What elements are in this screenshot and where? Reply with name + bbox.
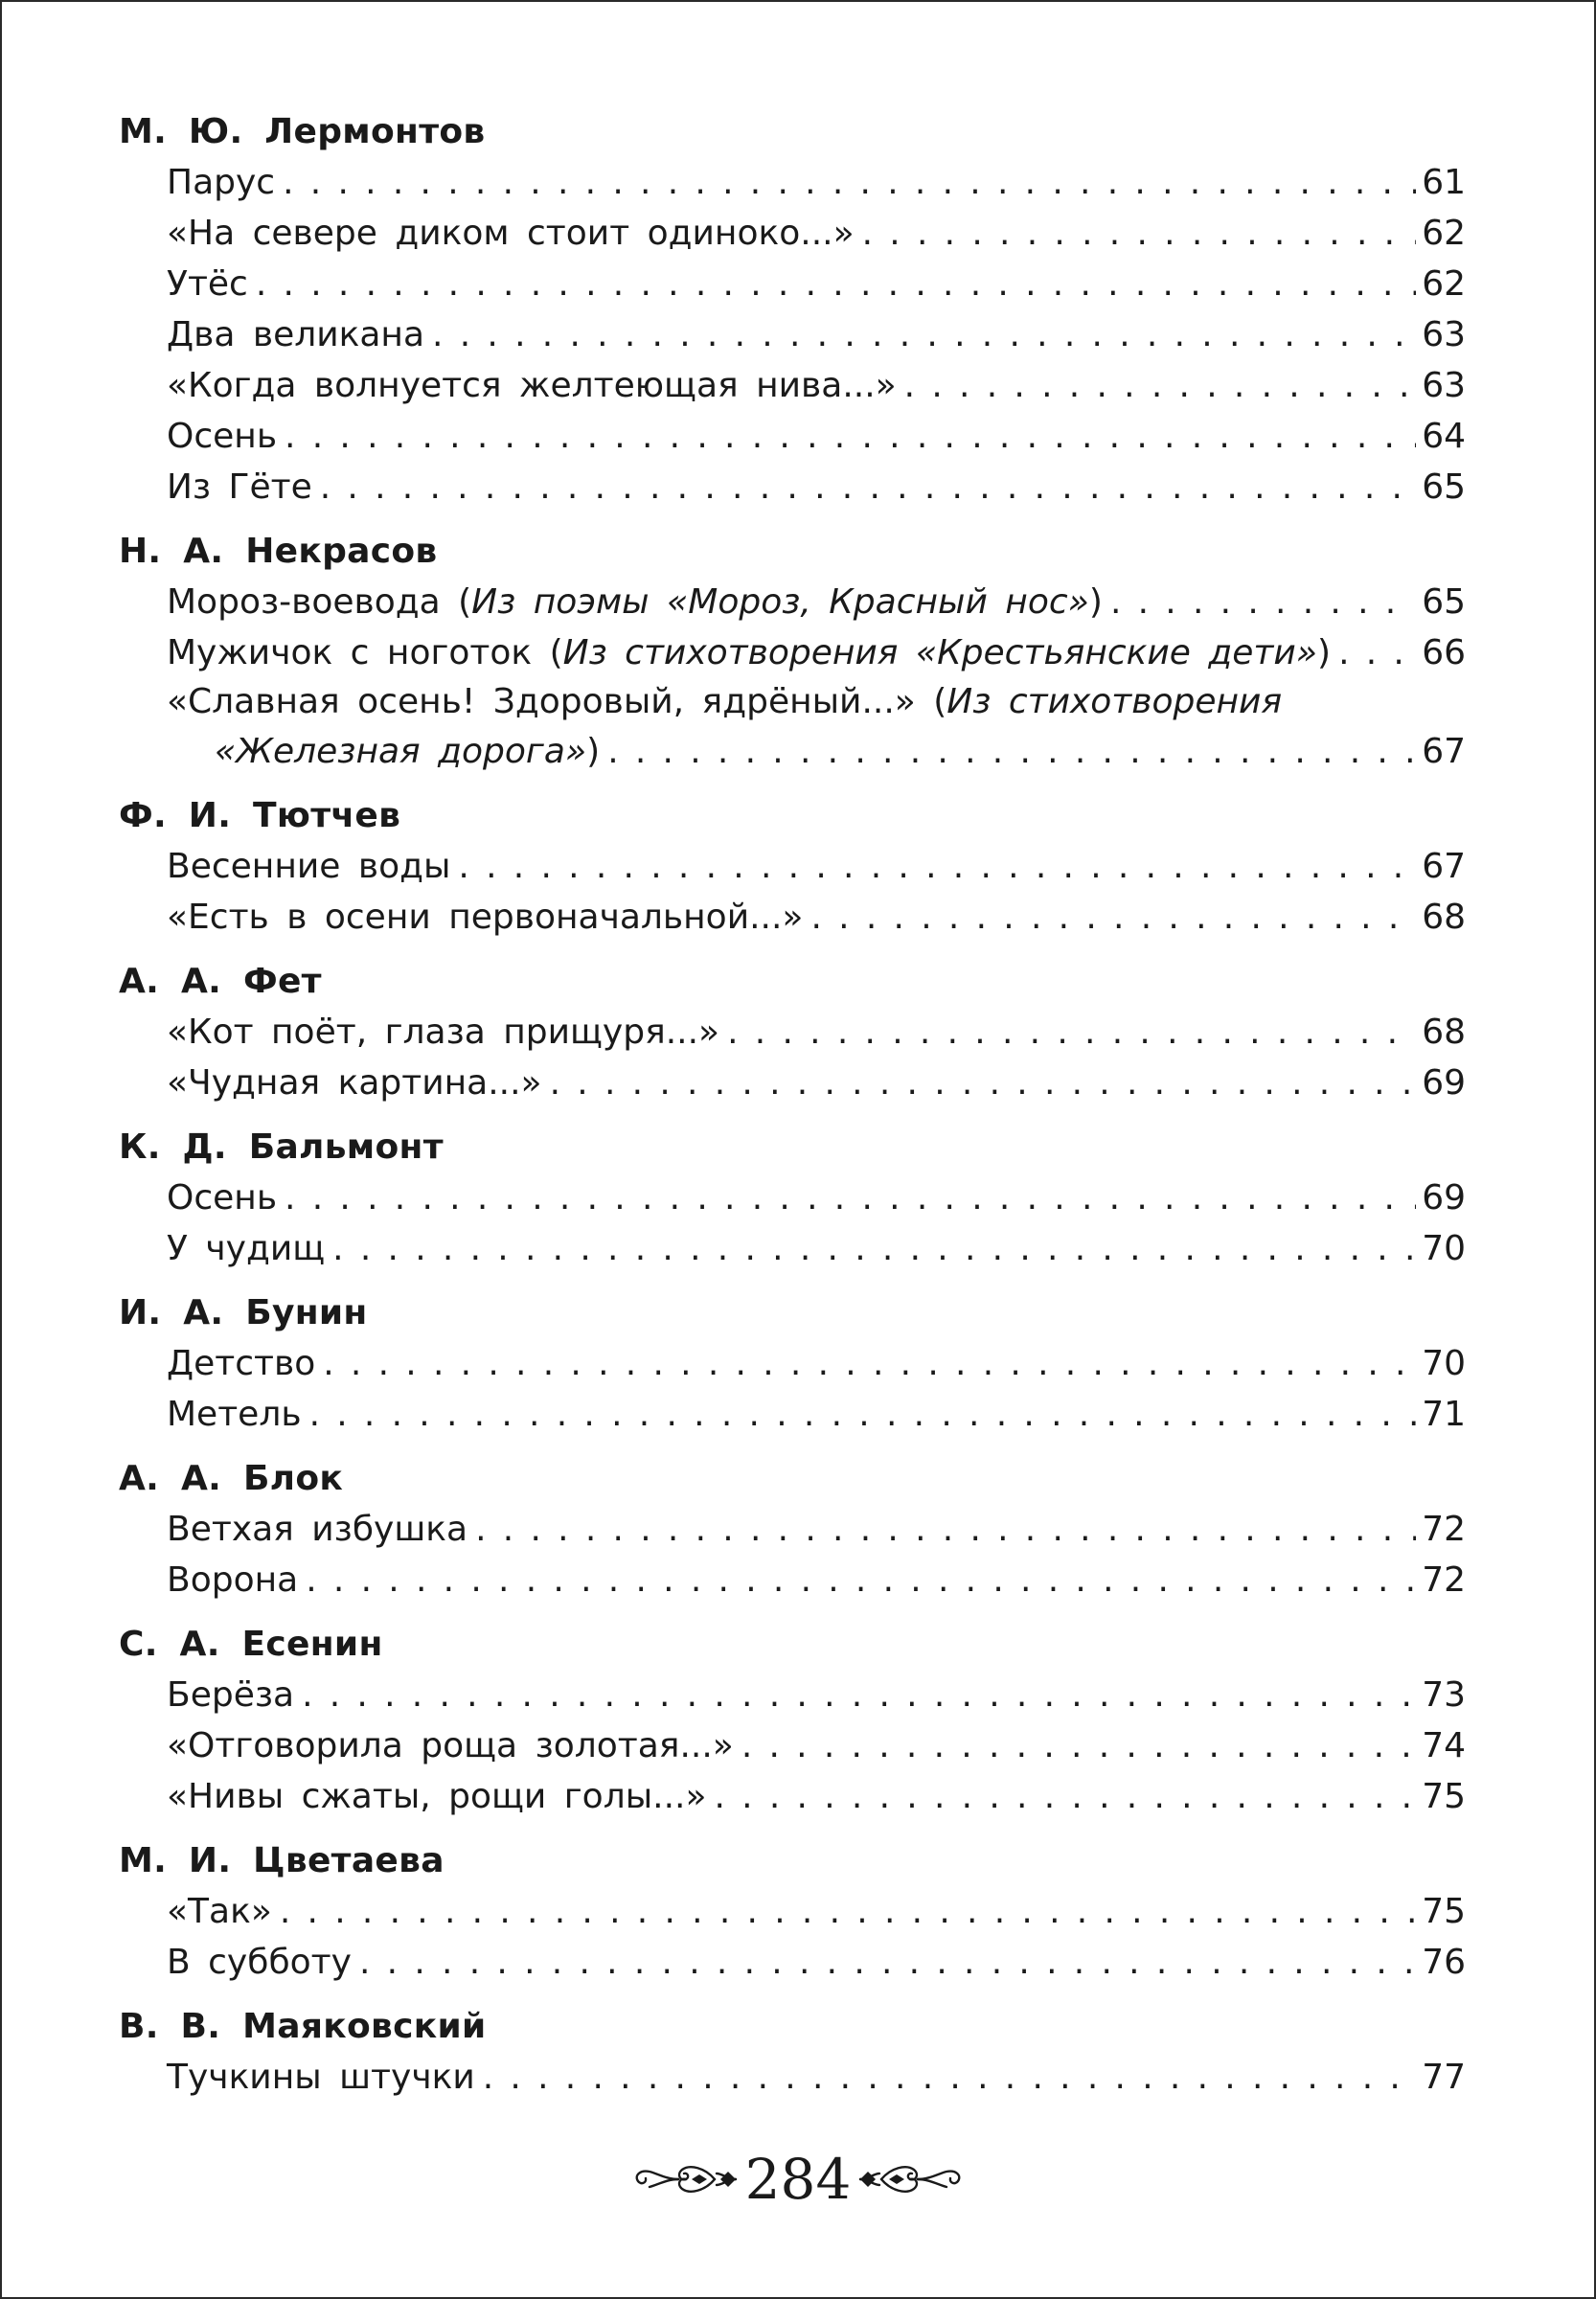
entry-page-number: 62 [1422, 264, 1466, 304]
entry-page-number: 72 [1422, 1510, 1466, 1549]
entry-line [167, 157, 1466, 208]
entry-title: Из Гёте [167, 467, 312, 507]
toc-entry [167, 259, 1466, 309]
table-of-contents [119, 107, 1466, 2103]
entry-title: «На севере диком стоит одиноко...» [167, 214, 855, 253]
entry-source-continued: «Железная дорога» [215, 732, 587, 771]
entry-page-number: 70 [1422, 1344, 1466, 1383]
toc-entry [167, 1007, 1466, 1058]
entry-page-number: 62 [1422, 214, 1466, 253]
entry-closing: ) [1317, 633, 1332, 672]
entry-title: Тучкины штучки [167, 2058, 475, 2097]
toc-entry [167, 1720, 1466, 1771]
dot-leader [904, 360, 1417, 411]
entry-source: Из поэмы «Мороз, Красный нос» [471, 582, 1089, 622]
author-heading: И. А. Бунин [119, 1293, 368, 1332]
toc-entry [167, 462, 1466, 512]
entry-title: «Нивы сжаты, рощи голы...» [167, 1777, 707, 1816]
entry-line [167, 411, 1466, 462]
toc-entry [167, 1670, 1466, 1720]
dot-leader [280, 1886, 1416, 1937]
entry-title: Мороз-воевода ( [167, 582, 472, 622]
toc-entry [167, 577, 1466, 627]
author-heading: С. А. Есенин [119, 1625, 383, 1664]
toc-entry [167, 1555, 1466, 1605]
dot-leader [285, 411, 1416, 462]
dot-leader [1338, 627, 1416, 678]
entry-title: «Чудная картина...» [167, 1063, 542, 1103]
toc-entry [167, 1223, 1466, 1274]
entry-page-number: 63 [1422, 315, 1466, 354]
entry-line [167, 1720, 1466, 1771]
entry-title: У чудищ [167, 1229, 326, 1268]
entry-title: Осень [167, 1178, 278, 1218]
entry-title: «Отговорила роща золотая...» [167, 1726, 734, 1765]
entry-title: Утёс [167, 264, 248, 304]
entry-page-number: 76 [1422, 1943, 1466, 1982]
entry-line [167, 627, 1466, 678]
toc-entry [167, 411, 1466, 462]
entry-line [167, 1504, 1466, 1555]
toc-entry [167, 1389, 1466, 1440]
entry-line [167, 2052, 1466, 2103]
toc-entry [167, 2052, 1466, 2103]
author-heading: М. И. Цветаева [119, 1841, 445, 1880]
entry-page-number: 67 [1422, 847, 1466, 886]
dot-leader [862, 208, 1417, 259]
dot-leader [715, 1771, 1417, 1822]
entry-page-number: 72 [1422, 1560, 1466, 1600]
entry-page-number: 69 [1422, 1063, 1466, 1103]
entry-closing: ) [1088, 582, 1103, 622]
entry-closing: ) [586, 732, 601, 771]
entry-source: Из стихотворения [946, 682, 1283, 721]
entry-line [167, 360, 1466, 411]
dot-leader [306, 1555, 1416, 1605]
entry-title: «Так» [167, 1892, 272, 1931]
entry-title: Парус [167, 163, 276, 202]
author-heading: Ф. И. Тютчев [119, 796, 401, 835]
entry-page-number: 67 [1422, 732, 1466, 771]
entry-title: Осень [167, 417, 278, 456]
entry-line [167, 1886, 1466, 1937]
toc-entry [167, 1504, 1466, 1555]
toc-entry [167, 157, 1466, 208]
entry-continuation-line [167, 726, 1466, 777]
entry-title: «Есть в осени первоначальной...» [167, 898, 804, 937]
toc-entry [167, 1886, 1466, 1937]
dot-leader [332, 1223, 1416, 1274]
page-footer [0, 2136, 1596, 2222]
dot-leader [741, 1720, 1416, 1771]
author-heading: М. Ю. Лермонтов [119, 112, 486, 151]
entry-page-number: 61 [1422, 163, 1466, 202]
toc-entry [167, 1172, 1466, 1223]
entry-line [167, 462, 1466, 512]
entry-page-number: 65 [1422, 467, 1466, 507]
entry-line [167, 1389, 1466, 1440]
toc-entry [167, 1771, 1466, 1822]
entry-title: Весенние воды [167, 847, 451, 886]
toc-entry [167, 892, 1466, 943]
dot-leader [607, 726, 1416, 777]
entry-title: Ворона [167, 1560, 299, 1600]
entry-line [167, 1007, 1466, 1058]
entry-line [167, 1555, 1466, 1605]
entry-line [167, 309, 1466, 360]
entry-page-number: 71 [1422, 1395, 1466, 1434]
entry-title: «Кот поёт, глаза прищуря...» [167, 1013, 720, 1052]
dot-leader [810, 892, 1416, 943]
entry-line [167, 1937, 1466, 1988]
entry-title: «Когда волнуется желтеющая нива...» [167, 366, 897, 405]
toc-entry [167, 1937, 1466, 1988]
author-heading: А. А. Блок [119, 1459, 344, 1498]
dot-leader [475, 1504, 1416, 1555]
entry-page-number: 75 [1422, 1777, 1466, 1816]
dot-leader [1110, 577, 1416, 627]
page-number: 284 [744, 2147, 852, 2212]
entry-title: «Славная осень! Здоровый, ядрёный...» ( [167, 682, 947, 721]
dot-leader [256, 259, 1416, 309]
author-heading: Н. А. Некрасов [119, 532, 438, 571]
entry-title: В субботу [167, 1943, 352, 1982]
entry-title: Ветхая избушка [167, 1510, 468, 1549]
toc-entry [167, 627, 1466, 678]
toc-entry [167, 208, 1466, 259]
entry-page-number: 66 [1422, 633, 1466, 672]
toc-entry [167, 360, 1466, 411]
dot-leader [550, 1058, 1417, 1108]
entry-title: Детство [167, 1344, 316, 1383]
dot-leader [285, 1172, 1416, 1223]
entry-title: Берёза [167, 1675, 295, 1715]
dot-leader [483, 2052, 1416, 2103]
entry-page-number: 68 [1422, 1013, 1466, 1052]
entry-page-number: 75 [1422, 1892, 1466, 1931]
entry-line [167, 259, 1466, 309]
dot-leader [432, 309, 1416, 360]
toc-entry [167, 309, 1466, 360]
dot-leader [458, 841, 1416, 892]
right-ornament-icon [856, 2151, 968, 2208]
entry-page-number: 68 [1422, 898, 1466, 937]
author-heading: В. В. Маяковский [119, 2007, 487, 2046]
entry-page-number: 65 [1422, 582, 1466, 622]
entry-line [167, 1223, 1466, 1274]
toc-entry [167, 841, 1466, 892]
entry-page-number: 64 [1422, 417, 1466, 456]
author-heading: А. А. Фет [119, 962, 322, 1001]
entry-line [167, 1338, 1466, 1389]
dot-leader [320, 462, 1416, 512]
entry-page-number: 77 [1422, 2058, 1466, 2097]
entry-title: Метель [167, 1395, 302, 1434]
dot-leader [283, 157, 1416, 208]
author-heading: К. Д. Бальмонт [119, 1127, 444, 1167]
dot-leader [302, 1670, 1416, 1720]
entry-page-number: 70 [1422, 1229, 1466, 1268]
entry-title-line [167, 678, 1466, 726]
entry-page-number: 69 [1422, 1178, 1466, 1218]
entry-page-number: 63 [1422, 366, 1466, 405]
entry-line [167, 208, 1466, 259]
entry-line [167, 1670, 1466, 1720]
entry-line [167, 841, 1466, 892]
entry-line [167, 1058, 1466, 1108]
entry-title: Мужичок с ноготок ( [167, 633, 563, 672]
dot-leader [727, 1007, 1416, 1058]
entry-page-number: 73 [1422, 1675, 1466, 1715]
entry-line [167, 892, 1466, 943]
left-ornament-icon [628, 2151, 740, 2208]
entry-line [167, 577, 1466, 627]
dot-leader [309, 1389, 1417, 1440]
toc-entry [167, 1338, 1466, 1389]
entry-line [167, 1172, 1466, 1223]
entry-source: Из стихотворения «Крестьянские дети» [562, 633, 1318, 672]
entry-line [167, 1771, 1466, 1822]
entry-page-number: 74 [1422, 1726, 1466, 1765]
toc-entry [167, 678, 1466, 777]
entry-title: Два великана [167, 315, 425, 354]
dot-leader [323, 1338, 1416, 1389]
toc-entry [167, 1058, 1466, 1108]
dot-leader [359, 1937, 1416, 1988]
